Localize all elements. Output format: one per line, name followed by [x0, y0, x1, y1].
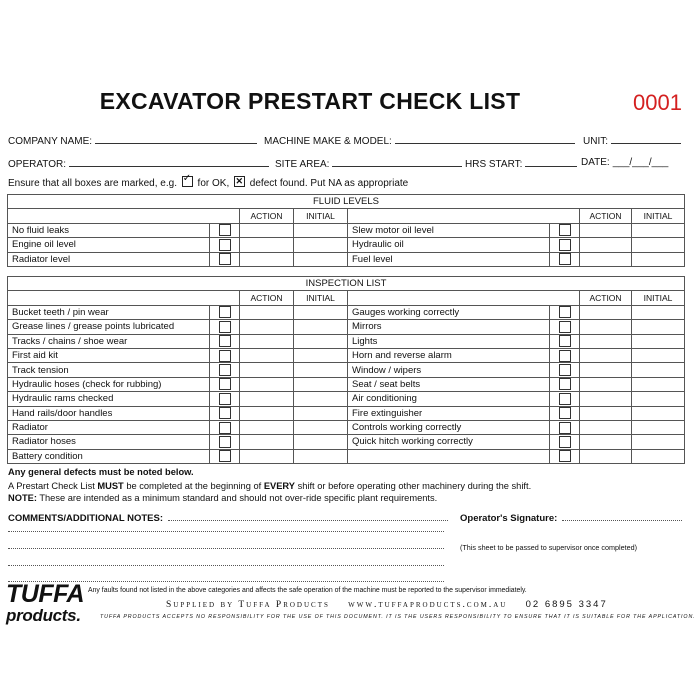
inspection-item-left: Grease lines / grease points lubricated	[8, 320, 210, 334]
inspection-row	[8, 320, 685, 334]
inspection-checkbox-right[interactable]	[550, 334, 580, 348]
fluid-initial-cell-right[interactable]	[632, 252, 685, 266]
inspection-checkbox-right[interactable]	[550, 420, 580, 434]
fluid-item-right: Hydraulic oil	[348, 238, 550, 252]
inspection-checkbox-right[interactable]	[550, 377, 580, 391]
checkbox[interactable]	[559, 253, 571, 265]
inspection-initial-cell-right[interactable]	[632, 334, 685, 348]
fluid-action-cell-right[interactable]	[580, 252, 632, 266]
inspection-action-cell-right[interactable]	[580, 406, 632, 420]
fluid-initial-cell-left[interactable]	[294, 223, 348, 237]
note-label: NOTE:	[8, 493, 37, 503]
inspection-row	[8, 363, 685, 377]
inspection-action-cell-right[interactable]	[580, 305, 632, 319]
fluid-item-right: Fuel level	[348, 252, 550, 266]
signature-label: Operator's Signature:	[460, 513, 558, 524]
fluid-action-header-right: ACTION	[580, 209, 632, 223]
inspection-item-left: Hydraulic hoses (check for rubbing)	[8, 377, 210, 391]
inspection-item-left: Bucket teeth / pin wear	[8, 305, 210, 319]
ensure-ok: for OK,	[197, 178, 230, 189]
instructions-line	[8, 176, 408, 189]
inspection-action-header: ACTION	[240, 291, 294, 305]
fluid-levels-heading: FLUID LEVELS	[8, 195, 685, 209]
checkbox[interactable]	[219, 335, 231, 347]
inspection-row	[8, 348, 685, 362]
fluid-action-cell-right[interactable]	[580, 238, 632, 252]
inspection-checkbox-right[interactable]	[550, 320, 580, 334]
inspection-action-cell-right[interactable]	[580, 420, 632, 434]
inspection-initial-header-right: INITIAL	[632, 291, 685, 305]
checkbox[interactable]	[219, 450, 231, 462]
fluid-action-cell-left[interactable]	[240, 238, 294, 252]
fluid-row	[8, 223, 685, 237]
inspection-item-left: Track tension	[8, 363, 210, 377]
inspection-row	[8, 334, 685, 348]
checkbox[interactable]	[559, 306, 571, 318]
fluid-action-cell-left[interactable]	[240, 252, 294, 266]
inspection-action-cell-left[interactable]	[240, 406, 294, 420]
inspection-action-cell-right[interactable]	[580, 334, 632, 348]
inspection-item-right: Controls working correctly	[348, 420, 550, 434]
machine-field[interactable]	[264, 134, 575, 147]
company-field[interactable]	[8, 134, 257, 147]
inspection-item-left: Tracks / chains / shoe wear	[8, 334, 210, 348]
fluid-checkbox-left[interactable]	[210, 252, 240, 266]
inspection-item-left: Hydraulic rams checked	[8, 392, 210, 406]
checkbox[interactable]	[219, 306, 231, 318]
inspection-initial-cell-right[interactable]	[632, 377, 685, 391]
checkbox[interactable]	[559, 407, 571, 419]
inspection-list-heading: INSPECTION LIST	[8, 277, 685, 291]
inspection-checkbox-right[interactable]	[550, 305, 580, 319]
site-area-label: SITE AREA:	[275, 159, 330, 170]
date-label: DATE:	[581, 157, 610, 168]
tuffa-logo	[6, 580, 85, 626]
inspection-initial-cell-left[interactable]	[294, 348, 348, 362]
inspection-initial-cell-right[interactable]	[632, 392, 685, 406]
inspection-checkbox-right[interactable]	[550, 348, 580, 362]
prestart-text-c: shift or before operating other machinery during the shift.	[295, 481, 532, 491]
logo-bottom: products.	[6, 606, 81, 625]
inspection-action-cell-left[interactable]	[240, 435, 294, 449]
inspection-item-right: Horn and reverse alarm	[348, 348, 550, 362]
inspection-action-cell-right[interactable]	[580, 449, 632, 463]
inspection-initial-cell-right[interactable]	[632, 420, 685, 434]
supplied-by: Supplied by Tuffa Products	[166, 600, 330, 610]
inspection-item-right: Fire extinguisher	[348, 406, 550, 420]
checkbox[interactable]	[559, 393, 571, 405]
checkbox[interactable]	[219, 321, 231, 333]
date-field[interactable]	[581, 157, 668, 168]
inspection-action-cell-left[interactable]	[240, 392, 294, 406]
checkbox[interactable]	[219, 253, 231, 265]
inspection-item-right: Mirrors	[348, 320, 550, 334]
faults-note: Any faults found not listed in the above categories and affects the safe operation of the machine must be reported to the supervisor immediately.	[88, 587, 527, 594]
inspection-item-right: Gauges working correctly	[348, 305, 550, 319]
fluid-initial-header-right: INITIAL	[632, 209, 685, 223]
fluid-checkbox-right[interactable]	[550, 238, 580, 252]
disclaimer: TUFFA PRODUCTS ACCEPTS NO RESPONSIBILITY FOR THE USE OF THIS DOCUMENT. IT IS THE USERS RESPONSIBILITY TO ENSURE THAT IT IS SUITABLE FOR THE APPLICATION.	[100, 614, 696, 620]
inspection-item-right: Air conditioning	[348, 392, 550, 406]
company-label: COMPANY NAME:	[8, 136, 93, 147]
fluid-row	[8, 252, 685, 266]
inspection-checkbox-right[interactable]	[550, 392, 580, 406]
comments-line-1[interactable]	[8, 530, 444, 532]
inspection-checkbox-right[interactable]	[550, 406, 580, 420]
inspection-checkbox-left[interactable]	[210, 305, 240, 319]
checkbox[interactable]	[219, 364, 231, 376]
checkbox[interactable]	[219, 407, 231, 419]
inspection-initial-cell-right[interactable]	[632, 320, 685, 334]
inspection-item-left: Radiator hoses	[8, 435, 210, 449]
inspection-action-cell-right[interactable]	[580, 363, 632, 377]
inspection-initial-header: INITIAL	[294, 291, 348, 305]
fluid-action-cell-left[interactable]	[240, 223, 294, 237]
inspection-item-right: Quick hitch working correctly	[348, 435, 550, 449]
prestart-every: EVERY	[263, 481, 295, 491]
checkbox[interactable]	[219, 224, 231, 236]
inspection-checkbox-left[interactable]	[210, 363, 240, 377]
operator-label: OPERATOR:	[8, 159, 66, 170]
checkbox[interactable]	[219, 436, 231, 448]
checkbox[interactable]	[559, 335, 571, 347]
inspection-action-cell-left[interactable]	[240, 377, 294, 391]
checkbox[interactable]	[559, 350, 571, 362]
cross-example-icon	[234, 176, 245, 187]
operator-field[interactable]	[8, 157, 269, 170]
logo-top: TUFFA	[6, 580, 85, 608]
inspection-row	[8, 420, 685, 434]
prestart-must: MUST	[97, 481, 124, 491]
inspection-initial-cell-right[interactable]	[632, 305, 685, 319]
inspection-initial-cell-left[interactable]	[294, 406, 348, 420]
inspection-row	[8, 449, 685, 463]
checkbox[interactable]	[219, 350, 231, 362]
inspection-initial-cell-right[interactable]	[632, 449, 685, 463]
inspection-checkbox-left[interactable]	[210, 392, 240, 406]
inspection-item-left: First aid kit	[8, 348, 210, 362]
machine-label: MACHINE MAKE & MODEL:	[264, 136, 392, 147]
checkbox[interactable]	[559, 422, 571, 434]
checkbox[interactable]	[219, 393, 231, 405]
inspection-initial-cell-left[interactable]	[294, 449, 348, 463]
prestart-text-a: A Prestart Check List	[8, 481, 98, 491]
checkbox[interactable]	[559, 239, 571, 251]
website[interactable]: www.tuffaproducts.com.au	[348, 600, 508, 610]
inspection-action-cell-left[interactable]	[240, 320, 294, 334]
inspection-action-cell-right[interactable]	[580, 348, 632, 362]
fluid-initial-header: INITIAL	[294, 209, 348, 223]
hrs-start-label: HRS START:	[465, 159, 523, 170]
fluid-checkbox-left[interactable]	[210, 238, 240, 252]
inspection-action-cell-left[interactable]	[240, 420, 294, 434]
checkbox[interactable]	[219, 239, 231, 251]
unit-label: UNIT:	[583, 136, 608, 147]
inspection-initial-cell-left[interactable]	[294, 320, 348, 334]
inspection-item-left: Battery condition	[8, 449, 210, 463]
ensure-prefix: Ensure that all boxes are marked, e.g.	[8, 178, 177, 189]
inspection-action-cell-left[interactable]	[240, 449, 294, 463]
date-placeholder: ___/___/___	[612, 157, 669, 168]
inspection-checkbox-left[interactable]	[210, 435, 240, 449]
inspection-checkbox-left[interactable]	[210, 320, 240, 334]
inspection-action-cell-left[interactable]	[240, 334, 294, 348]
inspection-checkbox-right[interactable]	[550, 449, 580, 463]
comments-field[interactable]	[8, 512, 448, 524]
prestart-text-b: be completed at the beginning of	[123, 481, 264, 491]
supplied-line	[166, 599, 608, 610]
inspection-row	[8, 392, 685, 406]
comments-line-3[interactable]	[8, 564, 444, 566]
inspection-item-left: Hand rails/door handles	[8, 406, 210, 420]
fluid-initial-cell-right[interactable]	[632, 238, 685, 252]
signature-field[interactable]	[460, 512, 682, 524]
inspection-checkbox-left[interactable]	[210, 334, 240, 348]
inspection-initial-cell-left[interactable]	[294, 435, 348, 449]
fluid-levels-table	[7, 194, 685, 267]
fluid-item-left: Radiator level	[8, 252, 210, 266]
checkbox[interactable]	[559, 364, 571, 376]
inspection-row	[8, 435, 685, 449]
checkbox[interactable]	[559, 378, 571, 390]
inspection-checkbox-left[interactable]	[210, 406, 240, 420]
site-area-field[interactable]	[275, 157, 462, 170]
inspection-checkbox-left[interactable]	[210, 420, 240, 434]
inspection-checkbox-left[interactable]	[210, 377, 240, 391]
inspection-initial-cell-right[interactable]	[632, 348, 685, 362]
inspection-checkbox-left[interactable]	[210, 449, 240, 463]
fluid-initial-cell-left[interactable]	[294, 252, 348, 266]
comments-line-2[interactable]	[8, 547, 444, 549]
defects-note: Any general defects must be noted below.	[8, 467, 194, 477]
document-title: EXCAVATOR PRESTART CHECK LIST	[99, 88, 521, 114]
inspection-checkbox-right[interactable]	[550, 363, 580, 377]
hrs-start-field[interactable]	[465, 157, 577, 170]
checkbox[interactable]	[219, 422, 231, 434]
inspection-initial-cell-left[interactable]	[294, 420, 348, 434]
fluid-item-left: No fluid leaks	[8, 223, 210, 237]
fluid-checkbox-right[interactable]	[550, 252, 580, 266]
inspection-initial-cell-left[interactable]	[294, 377, 348, 391]
inspection-initial-cell-left[interactable]	[294, 392, 348, 406]
supervisor-note: (This sheet to be passed to supervisor once completed)	[460, 543, 637, 552]
inspection-row	[8, 377, 685, 391]
inspection-action-cell-left[interactable]	[240, 348, 294, 362]
checkbox[interactable]	[559, 450, 571, 462]
fluid-initial-cell-right[interactable]	[632, 223, 685, 237]
inspection-row	[8, 406, 685, 420]
inspection-item-right: Window / wipers	[348, 363, 550, 377]
checkbox[interactable]	[559, 436, 571, 448]
tick-example-icon	[182, 176, 193, 187]
prestart-note	[8, 480, 531, 492]
inspection-action-header-right: ACTION	[580, 291, 632, 305]
serial-number: 0001	[633, 90, 682, 115]
checkbox[interactable]	[219, 378, 231, 390]
inspection-row	[8, 305, 685, 319]
fluid-action-header: ACTION	[240, 209, 294, 223]
comments-label: COMMENTS/ADDITIONAL NOTES:	[8, 513, 163, 524]
unit-field[interactable]	[583, 134, 681, 147]
inspection-action-cell-left[interactable]	[240, 305, 294, 319]
inspection-list-table	[7, 276, 685, 464]
inspection-initial-cell-right[interactable]	[632, 435, 685, 449]
inspection-item-right: Seat / seat belts	[348, 377, 550, 391]
inspection-initial-cell-left[interactable]	[294, 363, 348, 377]
inspection-initial-cell-right[interactable]	[632, 363, 685, 377]
inspection-action-cell-right[interactable]	[580, 435, 632, 449]
inspection-item-right	[348, 449, 550, 463]
fluid-row	[8, 238, 685, 252]
ensure-defect: defect found. Put NA as appropriate	[249, 178, 409, 189]
inspection-action-cell-right[interactable]	[580, 320, 632, 334]
inspection-initial-cell-left[interactable]	[294, 305, 348, 319]
note-text: These are intended as a minimum standard and should not over-ride specific plant requirements.	[36, 493, 438, 503]
fluid-item-left: Engine oil level	[8, 238, 210, 252]
fluid-action-cell-right[interactable]	[580, 223, 632, 237]
checkbox[interactable]	[559, 224, 571, 236]
fluid-checkbox-right[interactable]	[550, 223, 580, 237]
checkbox[interactable]	[559, 321, 571, 333]
inspection-checkbox-left[interactable]	[210, 348, 240, 362]
inspection-initial-cell-right[interactable]	[632, 406, 685, 420]
inspection-item-right: Lights	[348, 334, 550, 348]
inspection-action-cell-right[interactable]	[580, 377, 632, 391]
minimum-standard-note	[8, 492, 437, 504]
inspection-initial-cell-left[interactable]	[294, 334, 348, 348]
inspection-checkbox-right[interactable]	[550, 435, 580, 449]
fluid-initial-cell-left[interactable]	[294, 238, 348, 252]
fluid-checkbox-left[interactable]	[210, 223, 240, 237]
inspection-action-cell-left[interactable]	[240, 363, 294, 377]
phone-number: 02 6895 3347	[525, 599, 608, 610]
inspection-item-left: Radiator	[8, 420, 210, 434]
fluid-item-right: Slew motor oil level	[348, 223, 550, 237]
inspection-action-cell-right[interactable]	[580, 392, 632, 406]
